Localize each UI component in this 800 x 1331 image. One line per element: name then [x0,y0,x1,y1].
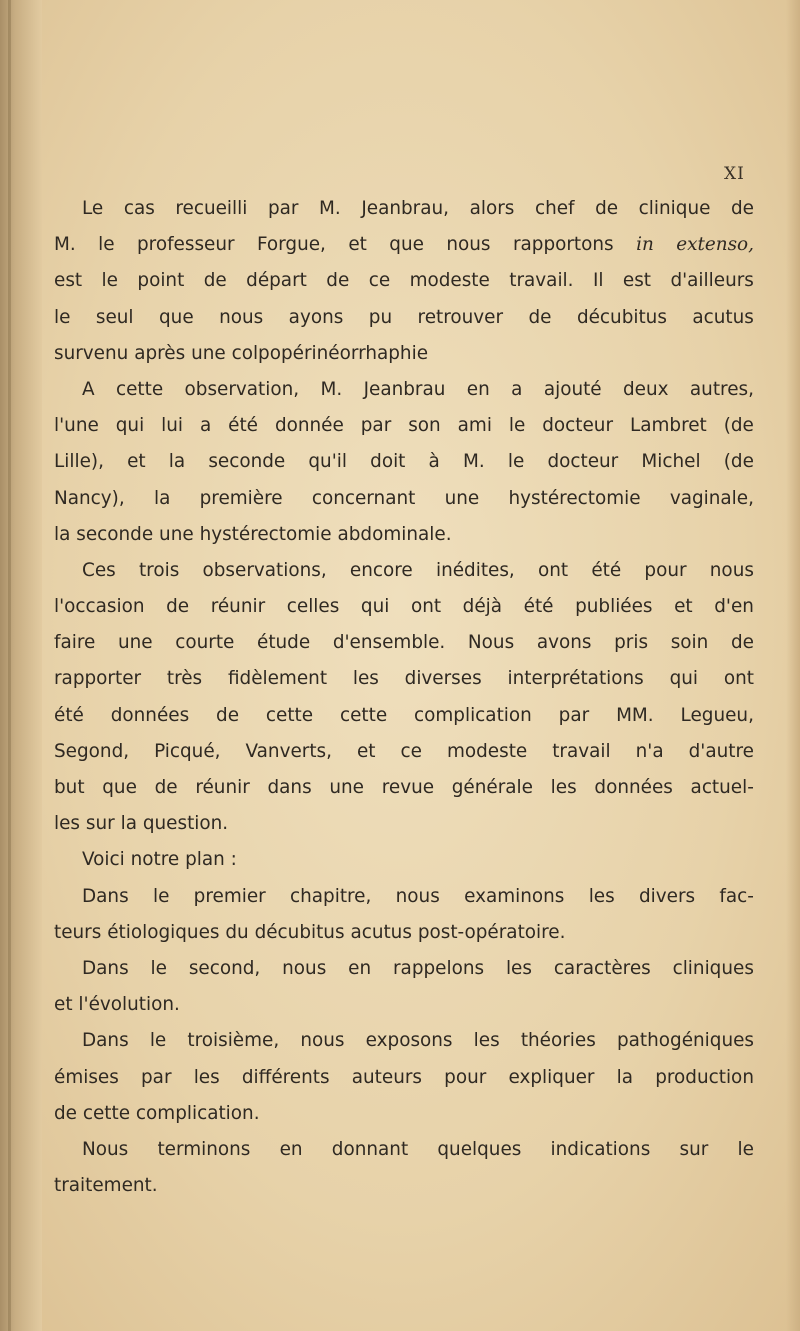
text-line: Lille), et la seconde qu'il doit à M. le docteur Michel (de [54,451,754,473]
text-line: de cette complication. [54,1102,260,1124]
text-line: faire une courte étude d'ensemble. Nous avons pris soin de [54,632,754,654]
page-right-edge [786,0,800,1331]
text-line: les sur la question. [54,813,229,835]
paragraph [54,879,754,951]
paragraph [54,191,754,372]
text-line: l'occasion de réunir celles qui ont déjà été publiées et d'en [54,596,754,618]
paragraph [54,1023,754,1132]
page-binding-edge [0,0,42,1331]
text-line: Nous terminons en donnant quelques indications sur le [82,1138,754,1160]
text-line: teurs étiologiques du décubitus acutus post-opératoire. [54,921,566,943]
text-line: Segond, Picqué, Vanverts, et ce modeste travail n'a d'autre [54,740,754,762]
text-line: Dans le troisième, nous exposons les théories pathogéniques [82,1030,754,1052]
paragraph [54,951,754,1023]
text-line: émises par les différents auteurs pour expliquer la production [54,1066,754,1088]
text-line: A cette observation, M. Jeanbrau en a ajouté deux autres, [82,378,754,400]
body-text [54,191,754,1204]
paragraph [54,1132,754,1204]
text-line: traitement. [54,1175,158,1197]
text-line: rapporter très fidèlement les diverses interprétations qui ont [54,668,754,690]
text-line: M. le professeur Forgue, et que nous rapportons in extenso, [54,234,754,256]
text-line: l'une qui lui a été donnée par son ami le docteur Lambret (de [54,415,754,437]
text-line: Voici notre plan : [82,849,237,871]
text-line: été données de cette cette complication par MM. Legueu, [54,704,754,726]
text-line: Le cas recueilli par M. Jeanbrau, alors chef de clinique de [82,198,754,219]
text-line: Nancy), la première concernant une hystérectomie vaginale, [54,487,754,509]
text-line: Dans le premier chapitre, nous examinons les divers fac- [82,885,754,907]
text-line: but que de réunir dans une revue générale les données actuel- [54,777,754,798]
text-line: la seconde une hystérectomie abdominale. [54,523,452,545]
paragraph [54,372,754,553]
paragraph [54,842,754,878]
text-line: et l'évolution. [54,994,180,1016]
text-line: survenu après une colpopérinéorrhaphie [54,342,429,364]
page-number: XI [724,164,745,184]
paragraph [54,553,754,843]
text-line: le seul que nous ayons pu retrouver de décubitus acutus [54,306,754,328]
text-line: est le point de départ de ce modeste travail. Il est d'ailleurs [54,270,754,292]
text-line: Dans le second, nous en rappelons les caractères cliniques [82,957,754,979]
text-line: Ces trois observations, encore inédites, ont été pour nous [82,559,754,581]
